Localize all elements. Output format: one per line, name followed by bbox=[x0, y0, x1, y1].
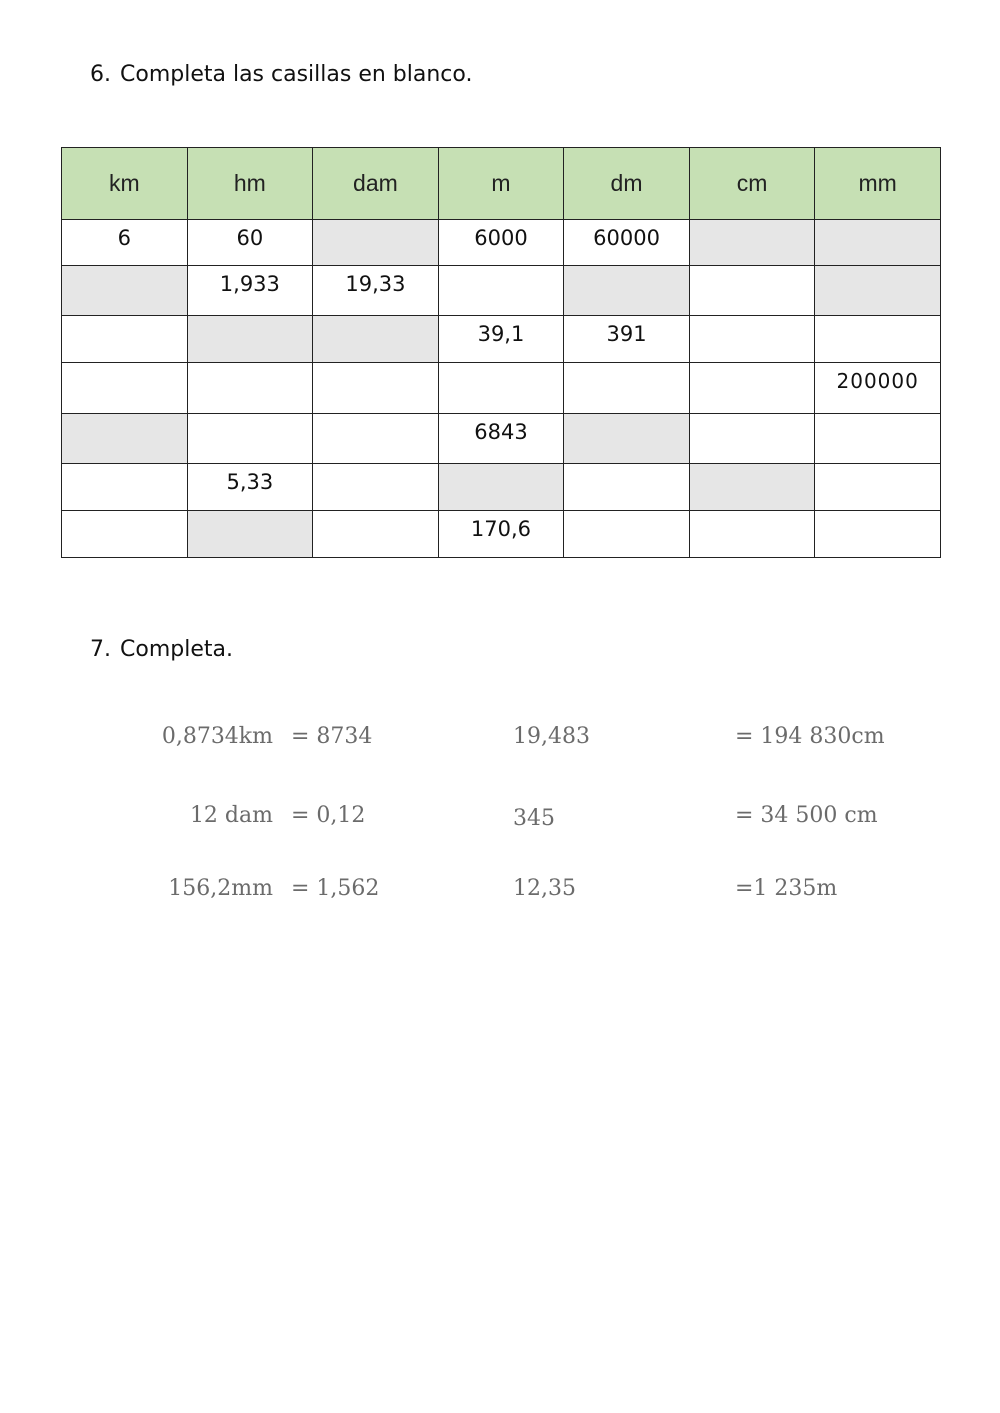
blank-cell[interactable] bbox=[564, 511, 690, 558]
blank-cell[interactable] bbox=[62, 464, 188, 511]
table-row bbox=[62, 266, 941, 316]
table-cell: 170,6 bbox=[438, 511, 564, 558]
exercise-row bbox=[0, 724, 1000, 764]
exercise-result: = 34 500 cm bbox=[735, 803, 878, 828]
table-row bbox=[62, 511, 941, 558]
blank-cell[interactable] bbox=[62, 316, 188, 363]
table-cell: 391 bbox=[564, 316, 690, 363]
exercise-mid: 12,35 bbox=[513, 876, 576, 901]
table-cell: 39,1 bbox=[438, 316, 564, 363]
blank-cell[interactable] bbox=[313, 414, 439, 464]
table-row bbox=[62, 220, 941, 266]
blank-cell[interactable] bbox=[689, 414, 815, 464]
blank-cell[interactable] bbox=[689, 266, 815, 316]
blank-cell[interactable] bbox=[313, 220, 439, 266]
table-cell: 6 bbox=[62, 220, 188, 266]
blank-cell[interactable] bbox=[689, 316, 815, 363]
exercise-row bbox=[0, 876, 1000, 916]
header-dm: dm bbox=[564, 148, 690, 220]
exercise-result: = 194 830cm bbox=[735, 724, 885, 749]
blank-cell[interactable] bbox=[815, 414, 941, 464]
table-cell: 60000 bbox=[564, 220, 690, 266]
blank-cell[interactable] bbox=[689, 511, 815, 558]
blank-cell[interactable] bbox=[187, 511, 313, 558]
blank-cell[interactable] bbox=[689, 363, 815, 414]
section-6-title: Completa las casillas en blanco. bbox=[120, 62, 473, 87]
table-row bbox=[62, 414, 941, 464]
blank-cell[interactable] bbox=[62, 511, 188, 558]
exercise-rhs: = 1,562 bbox=[291, 876, 380, 901]
exercise-rhs: = 8734 bbox=[291, 724, 373, 749]
blank-cell[interactable] bbox=[313, 316, 439, 363]
blank-cell[interactable] bbox=[564, 414, 690, 464]
blank-cell[interactable] bbox=[564, 266, 690, 316]
header-hm: hm bbox=[187, 148, 313, 220]
table-row bbox=[62, 363, 941, 414]
table-cell: 200000 bbox=[815, 363, 941, 414]
blank-cell[interactable] bbox=[564, 464, 690, 511]
table-cell: 19,33 bbox=[313, 266, 439, 316]
unit-conversion-table bbox=[61, 147, 941, 558]
exercise-lhs: 12 dam bbox=[189, 803, 273, 828]
blank-cell[interactable] bbox=[815, 316, 941, 363]
blank-cell[interactable] bbox=[187, 316, 313, 363]
blank-cell[interactable] bbox=[438, 266, 564, 316]
table-cell: 6843 bbox=[438, 414, 564, 464]
blank-cell[interactable] bbox=[815, 266, 941, 316]
table-row bbox=[62, 316, 941, 363]
section-6-number: 6. bbox=[90, 62, 111, 87]
blank-cell[interactable] bbox=[815, 464, 941, 511]
table-cell: 5,33 bbox=[187, 464, 313, 511]
exercise-rhs: = 0,12 bbox=[291, 803, 366, 828]
header-mm: mm bbox=[815, 148, 941, 220]
table-cell: 60 bbox=[187, 220, 313, 266]
blank-cell[interactable] bbox=[313, 464, 439, 511]
table-cell: 6000 bbox=[438, 220, 564, 266]
exercise-lhs: 156,2mm bbox=[168, 876, 273, 901]
blank-cell[interactable] bbox=[689, 464, 815, 511]
blank-cell[interactable] bbox=[438, 464, 564, 511]
blank-cell[interactable] bbox=[689, 220, 815, 266]
table-row bbox=[62, 464, 941, 511]
blank-cell[interactable] bbox=[815, 220, 941, 266]
blank-cell[interactable] bbox=[438, 363, 564, 414]
table-cell: 1,933 bbox=[187, 266, 313, 316]
header-dam: dam bbox=[313, 148, 439, 220]
blank-cell[interactable] bbox=[62, 363, 188, 414]
blank-cell[interactable] bbox=[815, 511, 941, 558]
exercise-lhs: 0,8734km bbox=[161, 724, 273, 749]
blank-cell[interactable] bbox=[62, 414, 188, 464]
exercise-mid: 345 bbox=[513, 806, 555, 831]
header-km: km bbox=[62, 148, 188, 220]
blank-cell[interactable] bbox=[313, 511, 439, 558]
header-m: m bbox=[438, 148, 564, 220]
blank-cell[interactable] bbox=[62, 266, 188, 316]
exercise-mid: 19,483 bbox=[513, 724, 590, 749]
blank-cell[interactable] bbox=[313, 363, 439, 414]
blank-cell[interactable] bbox=[564, 363, 690, 414]
exercise-result: =1 235m bbox=[735, 876, 838, 901]
section-7-number: 7. bbox=[90, 637, 111, 662]
section-7-heading bbox=[90, 637, 233, 662]
table-header-row bbox=[62, 148, 941, 220]
header-cm: cm bbox=[689, 148, 815, 220]
blank-cell[interactable] bbox=[187, 363, 313, 414]
section-7-title: Completa. bbox=[120, 637, 233, 662]
blank-cell[interactable] bbox=[187, 414, 313, 464]
exercise-row bbox=[0, 803, 1000, 843]
section-6-heading bbox=[90, 62, 472, 87]
